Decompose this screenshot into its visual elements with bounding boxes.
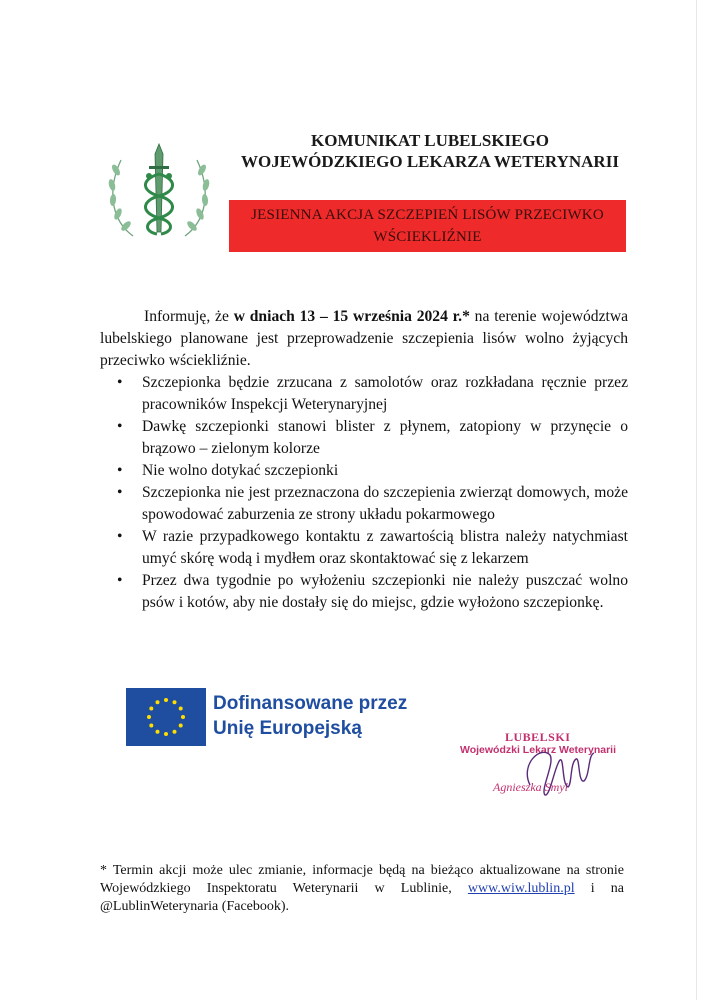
intro-prefix: Informuję, że	[144, 308, 234, 325]
eu-funding-logo	[126, 688, 406, 746]
handwritten-signature-icon	[510, 735, 600, 805]
list-item: • W razie przypadkowego kontaktu z zawartością blistra należy natychmiast umyć skórę wodą i mydłem oraz skontaktować się z lekarzem	[100, 526, 628, 570]
stamp-line-3: Agnieszka Smyl	[493, 780, 568, 794]
announcement-body	[100, 306, 628, 614]
wiw-website-link[interactable]: www.wiw.lublin.pl	[467, 881, 575, 896]
list-item: • Przez dwa tygodnie po wyłożeniu szczepionki nie należy puszczać wolno psów i kotów, aby nie dostały się do miejsc, gdzie wyłożono szczepionkę.	[100, 570, 628, 614]
banner-line-2: WŚCIEKLIŹNIE	[373, 229, 482, 245]
list-item: • Szczepionka nie jest przeznaczona do szczepienia zwierząt domowych, może spowodować zaburzenia ze strony układu pokarmowego	[100, 482, 628, 526]
intro-paragraph	[100, 306, 628, 372]
campaign-banner	[229, 200, 626, 252]
veterinary-emblem-icon	[103, 140, 215, 244]
intro-dates: w dniach 13 – 15 września 2024 r.*	[233, 308, 470, 325]
eu-flag-icon	[126, 688, 206, 746]
eu-funding-text	[213, 691, 413, 741]
title-line-1: KOMUNIKAT LUBELSKIEGO	[311, 131, 549, 150]
page-edge	[696, 0, 697, 1000]
document-title	[240, 130, 620, 172]
footnote-text-after: i na @LublinWeterynaria (Facebook).	[100, 881, 625, 914]
banner-line-1: JESIENNA AKCJA SZCZEPIEŃ LISÓW PRZECIWKO	[251, 207, 604, 223]
footnote-text: * Termin akcji może ulec zmianie, informacje będą na bieżąco aktualizowane na stronie Wojewódzkiego Inspektoratu Weterynarii w Lublinie,	[100, 863, 624, 896]
footnote	[100, 862, 624, 916]
intro-suffix: na terenie województwa lubelskiego planowane jest przeprowadzenie szczepienia lisów wolno żyjących przeciwko wściekliźnie.	[100, 308, 629, 369]
list-item: • Dawkę szczepionki stanowi blister z płynem, zatopiony w przynęcie o brązowo – zielonym kolorze	[100, 416, 628, 460]
list-item: • Nie wolno dotykać szczepionki	[100, 460, 628, 482]
eu-line-1: Dofinansowane przez	[213, 693, 408, 714]
stamp-line-2: Wojewódzki Lekarz Weterynarii	[460, 744, 616, 756]
title-line-2: WOJEWÓDZKIEGO LEKARZA WETERYNARII	[241, 152, 619, 171]
stamp-line-1: LUBELSKI	[505, 730, 571, 744]
list-item: • Szczepionka będzie zrzucana z samolotów oraz rozkładana ręcznie przez pracowników Inspekcji Weterynaryjnej	[100, 372, 628, 416]
eu-line-2: Unię Europejską	[213, 718, 362, 739]
bullet-list	[100, 372, 628, 614]
